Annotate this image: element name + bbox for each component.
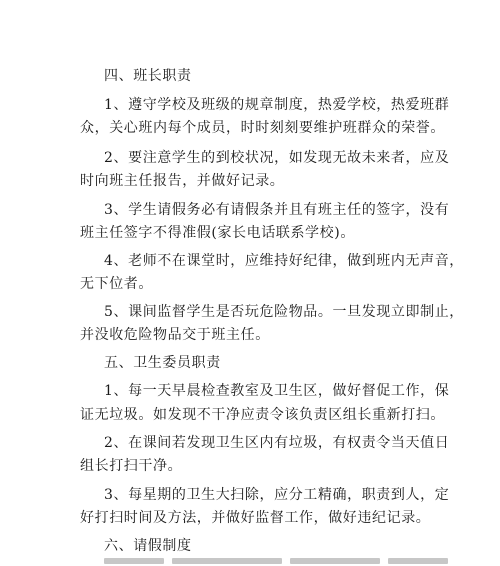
section-heading-class-monitor: 四、班长职责	[104, 68, 192, 84]
paragraph-line: 4、老师不在课堂时，应维持好纪律，做到班内无声音，	[104, 253, 464, 269]
paragraph-line: 班主任签字不得准假(家长电话联系学校)。	[80, 225, 355, 241]
paragraph-line: 2、要注意学生的到校状况，如发现无故未来者，应及	[104, 150, 450, 166]
paragraph-line: 组长打扫干净。	[80, 458, 183, 474]
section-heading-leave-policy: 六、请假制度	[104, 538, 192, 554]
paragraph-line: 3、每星期的卫生大扫除，应分工精确，职责到人，定	[104, 487, 450, 503]
paragraph-line: 3、学生请假务必有请假条并且有班主任的签字，没有	[104, 202, 450, 218]
paragraph-line: 无下位者。	[80, 276, 153, 292]
paragraph-line: 证无垃圾。如发现不干净应责令该负责区组长重新打扫。	[80, 407, 445, 423]
cutoff-text-line	[80, 552, 460, 566]
paragraph-line: 并没收危险物品交于班主任。	[80, 327, 270, 343]
paragraph-line: 时向班主任报告，并做好记录。	[80, 173, 285, 189]
paragraph-line: 2、在课间若发现卫生区内有垃圾，有权责令当天值日	[104, 435, 450, 451]
paragraph-line: 1、每一天早晨检查教室及卫生区，做好督促工作，保	[104, 383, 450, 399]
paragraph-line: 5、课间监督学生是否玩危险物品。一旦发现立即制止，	[104, 304, 464, 320]
section-heading-hygiene-committee: 五、卫生委员职责	[104, 355, 221, 371]
paragraph-line: 1、遵守学校及班级的规章制度，热爱学校，热爱班群	[104, 97, 450, 113]
paragraph-line: 好打扫时间及方法，并做好监督工作，做好违纪记录。	[80, 510, 431, 526]
paragraph-line: 众，关心班内每个成员，时时刻刻要维护班群众的荣誉。	[80, 120, 445, 136]
